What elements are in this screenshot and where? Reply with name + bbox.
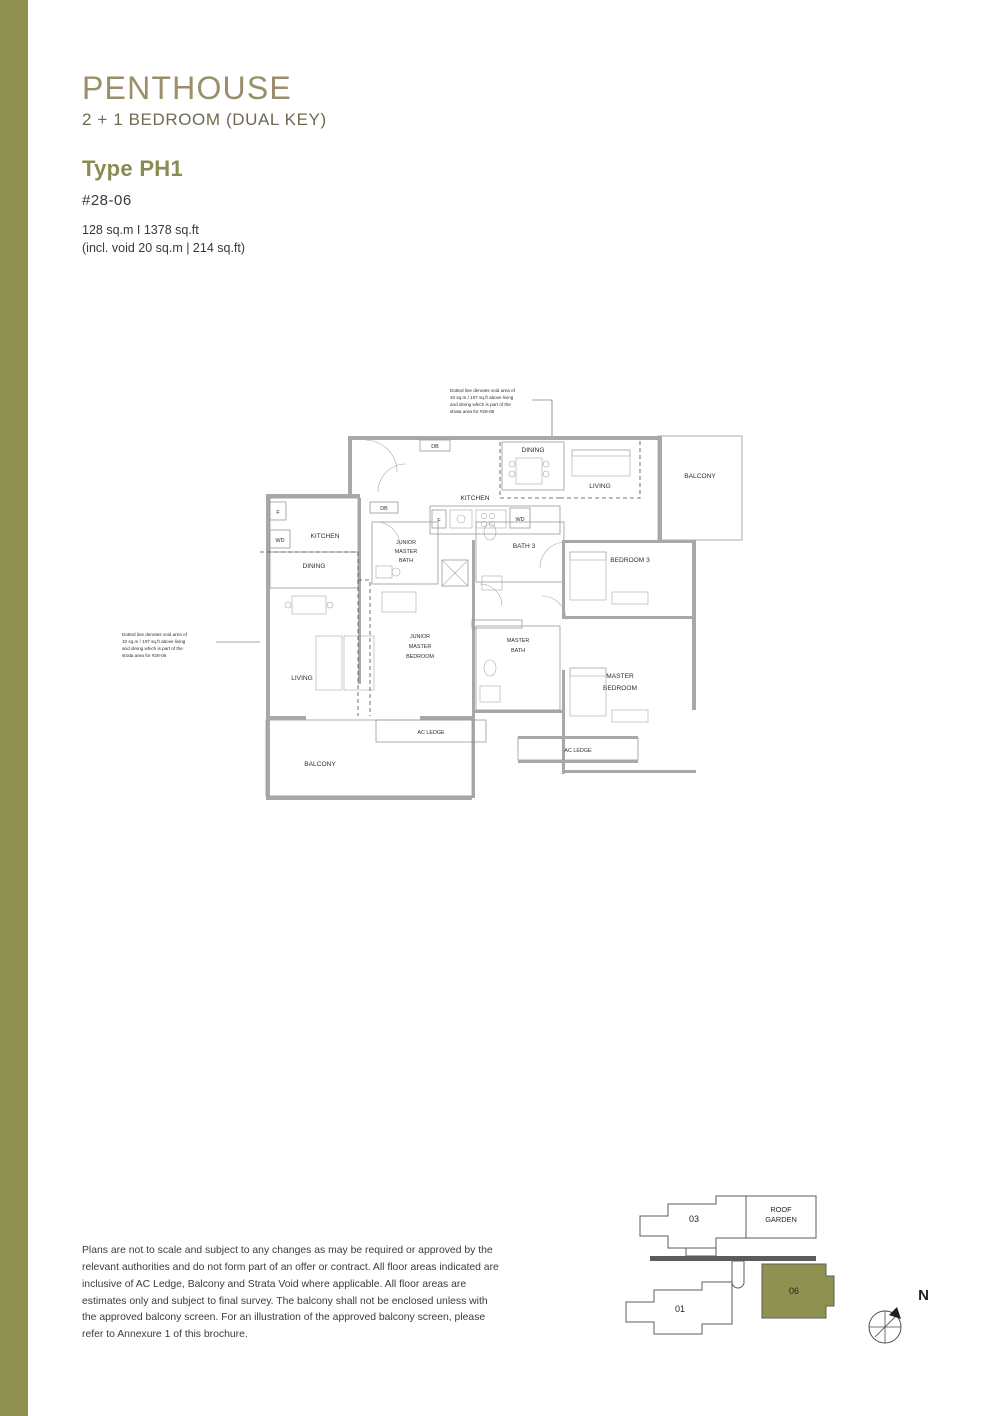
- room-label-master-bedroom-1: MASTER: [606, 673, 634, 680]
- svg-text:and dining which is part of th: and dining which is part of the: [450, 402, 511, 407]
- svg-text:and dining which is part of th: and dining which is part of the: [122, 646, 183, 651]
- compass: [855, 1285, 929, 1355]
- appliance-label-fridge-left: F: [276, 510, 280, 516]
- room-label-junior-master-bath-2: MASTER: [394, 549, 418, 555]
- room-label-balcony-left: BALCONY: [304, 761, 336, 768]
- page-title: PENTHOUSE: [82, 70, 292, 106]
- disclaimer-text: Plans are not to scale and subject to any changes as may be required or approved by the relevant authorities and do not form part of an offer or contract. All floor areas indicated are inclusive of AC Ledge, Balcony and Strata Void where applicable. All floor areas are estimates only and subject to final survey. The balcony shall not be enclosed unless with the approved balcony screen. For an illustration of the approved balcony screen, please refer to Annexure 1 of this brochure.: [82, 1245, 499, 1341]
- brand-side-bar: [0, 0, 28, 1416]
- key-plan: [620, 1190, 860, 1370]
- unit-area: [82, 221, 682, 259]
- left-void-note: [122, 632, 260, 658]
- room-label-ac-ledge-left: AC LEDGE: [417, 730, 445, 736]
- svg-text:strata area for #28-06: strata area for #28-06: [450, 409, 495, 414]
- room-label-dining-top: DINING: [521, 447, 545, 454]
- room-label-kitchen-top: KITCHEN: [460, 495, 490, 502]
- svg-text:10 sq.m / 107 sq.ft above livi: 10 sq.m / 107 sq.ft above living: [122, 639, 186, 644]
- appliance-label-wd-left: WD: [275, 538, 285, 544]
- room-label-ac-ledge-right: AC LEDGE: [564, 748, 592, 754]
- right-unit: [372, 522, 696, 763]
- room-label-jmb-3: BEDROOM: [406, 654, 434, 660]
- unit-type: Type PH1: [82, 155, 184, 181]
- unit-area-line1: 128 sq.m I 1378 sq.ft: [82, 222, 199, 237]
- room-label-junior-master-bath-1: JUNIOR: [395, 540, 417, 546]
- room-label-living-top: LIVING: [589, 483, 611, 490]
- room-label-dining-left: DINING: [302, 563, 326, 570]
- top-void-note: [450, 388, 552, 440]
- svg-text:10 sq.m / 107 sq.ft above livi: 10 sq.m / 107 sq.ft above living: [450, 395, 514, 400]
- keyplan-label-01: 01: [674, 1304, 686, 1314]
- room-label-balcony-top: BALCONY: [684, 473, 716, 480]
- appliance-label-fridge-top: F: [437, 518, 441, 524]
- keyplan-label-roof-garden-2: GARDEN: [765, 1215, 797, 1224]
- svg-text:Dotted line denotes void area: Dotted line denotes void area of: [450, 388, 515, 393]
- header: [82, 72, 682, 258]
- room-label-master-bath-1: MASTER: [506, 638, 530, 644]
- room-label-junior-master-bath-3: BATH: [399, 558, 413, 564]
- keyplan-label-roof-garden-1: ROOF: [770, 1205, 792, 1214]
- unit-number: #28-06: [82, 191, 132, 209]
- room-label-db-top: DB: [431, 444, 439, 450]
- room-label-jmb-2: MASTER: [408, 644, 432, 650]
- top-unit: [365, 440, 716, 534]
- keyplan-label-06: 06: [788, 1286, 800, 1296]
- keyplan-label-03: 03: [688, 1214, 700, 1224]
- floor-plan: [120, 380, 880, 800]
- compass-north-label: N: [918, 1287, 929, 1304]
- appliance-label-wd-top: WD: [515, 517, 525, 523]
- svg-text:Dotted line denotes void area: Dotted line denotes void area of: [122, 632, 187, 637]
- room-label-jmb-1: JUNIOR: [409, 634, 431, 640]
- room-label-master-bath-2: BATH: [511, 648, 525, 654]
- room-label-kitchen-left: KITCHEN: [310, 533, 340, 540]
- room-label-living-left: LIVING: [291, 675, 313, 682]
- unit-area-line2: (incl. void 20 sq.m | 214 sq.ft): [82, 241, 246, 256]
- room-label-bedroom3: BEDROOM 3: [610, 557, 650, 564]
- page-subtitle: 2 + 1 BEDROOM (DUAL KEY): [82, 109, 327, 129]
- room-label-bath3: BATH 3: [512, 543, 536, 550]
- room-label-master-bedroom-2: BEDROOM: [602, 685, 638, 692]
- left-unit: [260, 498, 472, 796]
- room-label-db-left: DB: [380, 506, 388, 512]
- svg-text:strata area for #28-06: strata area for #28-06: [122, 653, 167, 658]
